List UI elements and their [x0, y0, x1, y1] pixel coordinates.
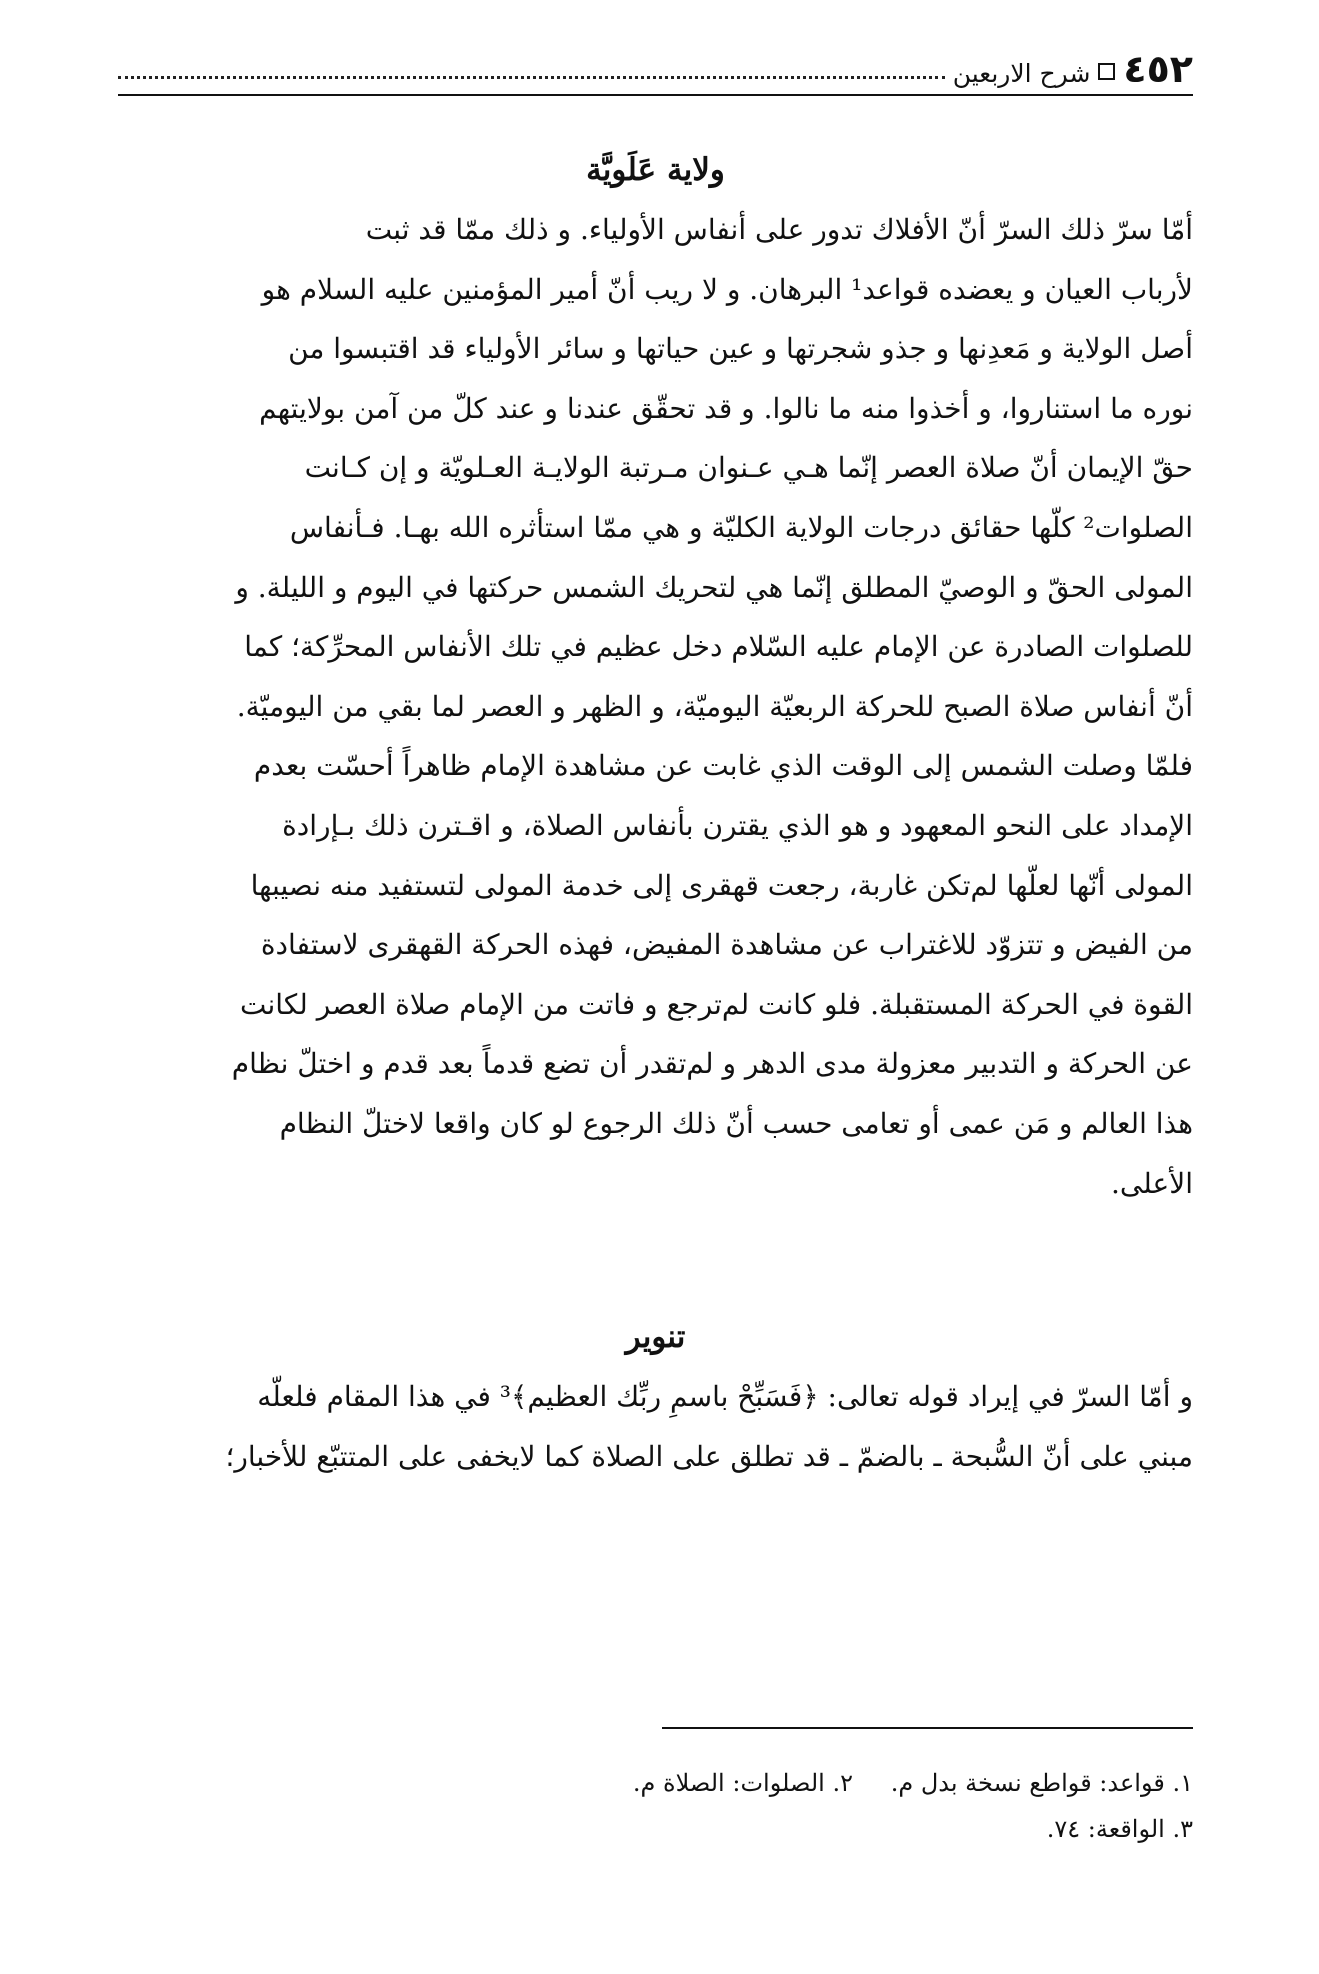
footnote-1: ١. قواعد: قواطع نسخة بدل م.	[890, 1769, 1193, 1797]
section-title-wilaya: ولاية عَلَويَّة	[586, 152, 725, 188]
footnote-3: ٣. الواقعة: ٧٤.	[1046, 1815, 1193, 1843]
text-line: الإمداد على النحو المعهود و هو الذي يقترن بأنفاس الصلاة، و اقـترن ذلك بـإرادة	[282, 808, 1193, 842]
text-line: فلمّا وصلت الشمس إلى الوقت الذي غابت عن مشاهدة الإمام ظاهراً أحسّت بعدم	[253, 749, 1193, 783]
main-text	[118, 140, 1193, 1486]
text-line: لأرباب العيان و يعضده قواعد¹ البرهان. و لا ريب أنّ أمير المؤمنين عليه السلام هو	[261, 272, 1193, 306]
text-line: أصل الولاية و مَعدِنها و جذو شجرتها و عين حياتها و سائر الأولياء قد اقتبسوا من	[288, 332, 1193, 366]
text-line: مبني على أنّ السُّبحة ـ بالضمّ ـ قد تطلق على الصلاة كما لايخفى على المتتبّع للأخبار؛	[225, 1439, 1193, 1473]
footnote-separator	[662, 1727, 1193, 1729]
text-line: أمّا سرّ ذلك السرّ أنّ الأفلاك تدور على أنفاس الأولياء. و ذلك ممّا قد ثبت	[365, 213, 1193, 246]
dotted-leader	[118, 76, 945, 79]
footnotes	[118, 1760, 1193, 1852]
text-line: حقّ الإيمان أنّ صلاة العصر إنّما هـي عـنوان مـرتبة الولايـة العـلويّة و إن كـانت	[304, 451, 1193, 485]
text-line: نوره ما استناروا، و أخذوا منه ما نالوا. و قد تحقّق عندنا و عند كلّ من آمن بولايتهم	[259, 391, 1193, 425]
text-line: و أمّا السرّ في إيراد قوله تعالى: ﴿فَسَبِّحْ باسمِ ربِّك العظيم﴾³ في هذا المقام فلعلّه	[257, 1380, 1193, 1414]
text-line: عن الحركة و التدبير معزولة مدى الدهر و لم‌تقدر أن تضع قدماً بعد قدم و اختلّ نظام	[231, 1047, 1193, 1081]
running-header	[118, 42, 1193, 96]
text-line: الصلوات² كلّها حقائق درجات الولاية الكليّة و هي ممّا استأثره الله بهـا. فـأنفاس	[289, 510, 1193, 544]
text-line: من الفيض و تتزوّد للاغتراب عن مشاهدة المفيض، فهذه الحركة القهقرى لاستفادة	[260, 928, 1193, 962]
section-title-tanwir: تنوير	[625, 1319, 686, 1356]
paragraph-wilaya	[118, 200, 1193, 1213]
footnote-2: ٢. الصلوات: الصلاة م.	[632, 1769, 853, 1797]
text-line: المولى أنّها لعلّها لم‌تكن غاربة، رجعت قهقرى إلى خدمة المولى لتستفيد منه نصيبها	[250, 868, 1193, 902]
book-title: شرح الاربعين	[952, 59, 1091, 88]
text-line: هذا العالم و مَن عمى أو تعامى حسب أنّ ذلك الرجوع لو كان واقعا لاختلّ النظام	[279, 1106, 1193, 1140]
text-line: الأعلى.	[1111, 1166, 1193, 1200]
text-line: أنّ أنفاس صلاة الصبح للحركة الربعيّة اليوميّة، و الظهر و العصر لما بقي من اليوميّة.	[236, 689, 1193, 723]
paragraph-tanwir	[118, 1367, 1193, 1486]
text-line: للصلوات الصادرة عن الإمام عليه السّلام دخل عظيم في تلك الأنفاس المحرِّكة؛ كما	[244, 630, 1193, 664]
text-line: القوة في الحركة المستقبلة. فلو كانت لم‌ترجع و فاتت من الإمام صلاة العصر لكانت	[240, 987, 1193, 1021]
page-number: ٤٥٢	[1123, 47, 1193, 91]
square-ornament-icon	[1098, 63, 1115, 80]
text-line: المولى الحقّ و الوصيّ المطلق إنّما هي لتحريك الشمس حركتها في اليوم و الليلة. و	[235, 570, 1193, 604]
